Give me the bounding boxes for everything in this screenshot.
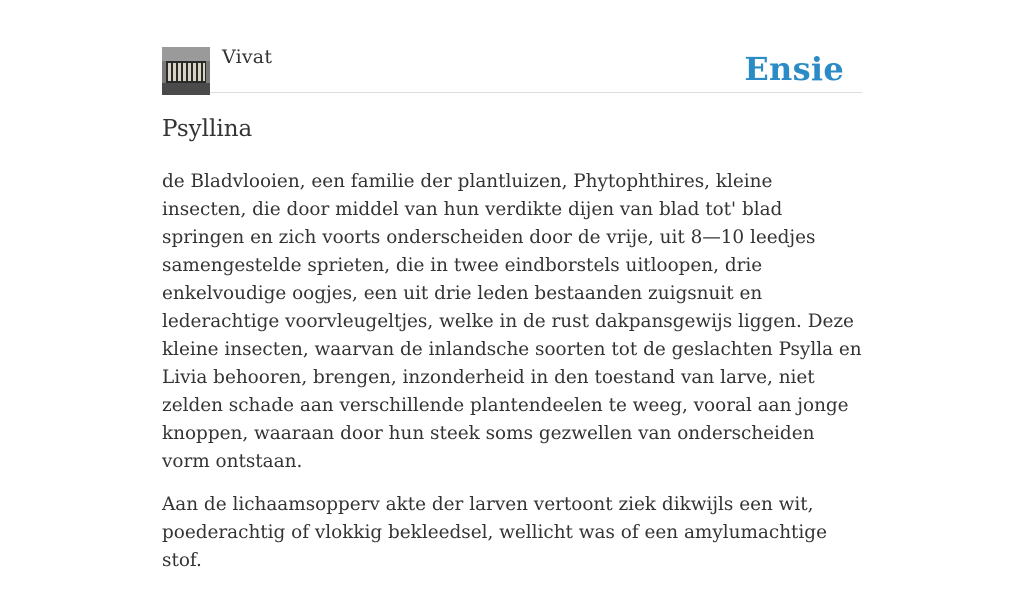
page-title: Psyllina xyxy=(162,116,253,142)
header xyxy=(162,0,862,93)
article-body xyxy=(162,168,862,590)
paragraph: de Bladvlooien, een familie der plantluizen, Phytophthires, kleine insecten, die door middel van hun verdikte dijen van blad tot' blad springen en zich voorts onderscheiden door de vrije, uit 8—10 leedjes samengestelde sprieten, die in twee eindborstels uitloopen, drie enkelvoudige oogjes, een uit drie leden bestaanden zuigsnuit en lederachtige voorvleugeltjes, welke in de rust dakpansgewijs liggen. Deze kleine insecten, waarvan de inlandsche soorten tot de geslachten Psylla en Livia behooren, brengen, inzonderheid in den toestand van larve, niet zelden schade aan verschillende plantendeelen te weeg, vooral aan jonge knoppen, waaraan door hun steek soms gezwellen van onderscheiden vorm ontstaan. xyxy=(162,171,862,472)
page xyxy=(162,0,862,571)
author-name[interactable]: Vivat xyxy=(222,46,273,68)
avatar[interactable] xyxy=(162,47,210,95)
brand-logo[interactable]: Ensie xyxy=(744,50,844,88)
book-spines-avatar-icon xyxy=(162,47,210,95)
paragraph: Aan de lichaamsopperv akte der larven vertoont ziek dikwijls een wit, poederachtig of vlokkig bekleedsel, wellicht was of een amylumachtige stof. xyxy=(162,494,827,571)
